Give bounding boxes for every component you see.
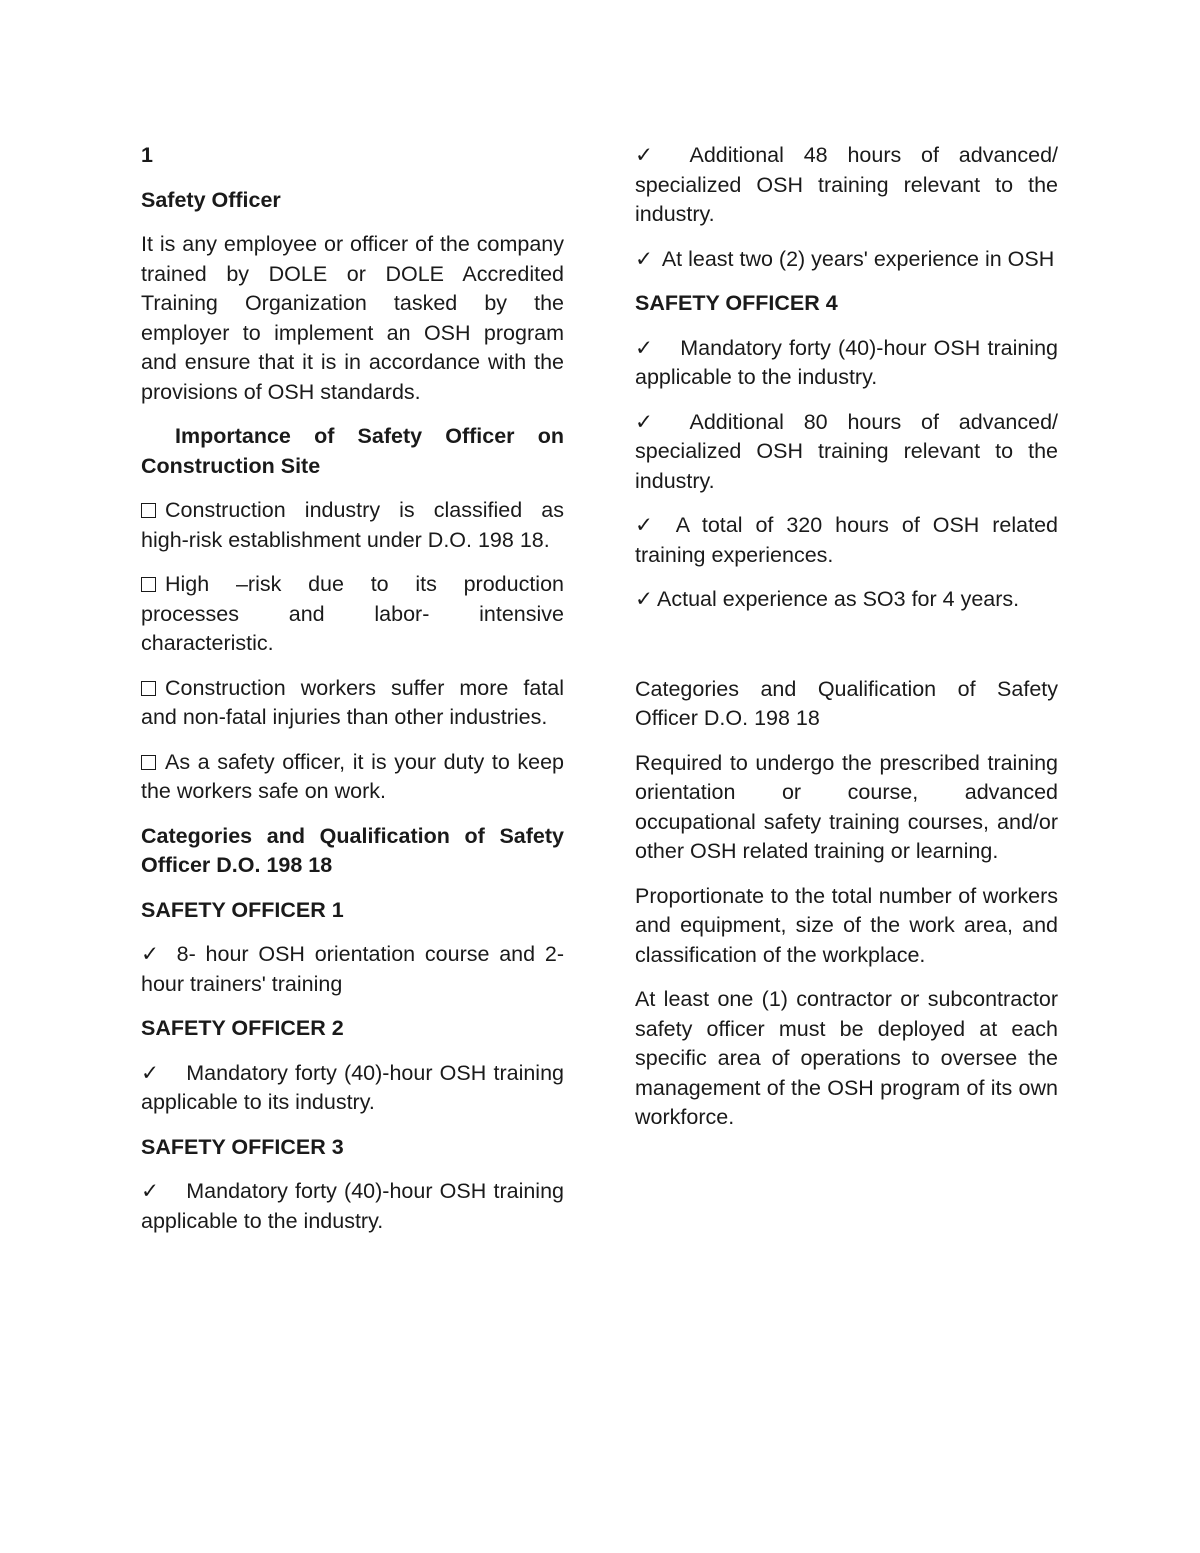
checklist-item xyxy=(635,141,1058,230)
empty-square-icon xyxy=(141,755,156,770)
check-icon: ✓ xyxy=(141,1060,161,1085)
checklist-item xyxy=(635,245,1058,275)
body-paragraph: Proportionate to the total number of workers and equipment, size of the work area, and classification of the workplace. xyxy=(635,883,1058,967)
right-column xyxy=(635,141,1058,1148)
checklist-item xyxy=(141,940,564,999)
empty-square-icon xyxy=(141,681,156,696)
checklist-item xyxy=(635,334,1058,393)
bullet-item xyxy=(141,748,564,807)
checklist-item xyxy=(141,1059,564,1118)
bullet-text: High –risk due to its production processes and labor- intensive characteristic. xyxy=(141,572,564,655)
checklist-text: 8- hour OSH orientation course and 2-hour trainers' training xyxy=(141,942,564,996)
body-paragraph: Required to undergo the prescribed training orientation or course, advanced occupational safety training courses, and/or other OSH related training or learning. xyxy=(635,750,1058,863)
check-icon: ✓ xyxy=(635,587,654,611)
spacer xyxy=(635,630,1058,675)
definition-paragraph: It is any employee or officer of the company trained by DOLE or DOLE Accredited Training Organization tasked by the employer to implement an OSH program and ensure that it is in accordance with the provisions of OSH standards. xyxy=(141,232,564,404)
so1-heading: SAFETY OFFICER 1 xyxy=(141,897,344,922)
check-icon: ✓ xyxy=(635,409,667,434)
check-icon: ✓ xyxy=(635,335,655,360)
so4-heading: SAFETY OFFICER 4 xyxy=(635,291,838,315)
check-icon: ✓ xyxy=(635,143,667,167)
checklist-text: Mandatory forty (40)-hour OSH training applicable to its industry. xyxy=(141,1060,564,1114)
page-number: 1 xyxy=(141,143,153,167)
bullet-item xyxy=(141,570,564,659)
bullet-item xyxy=(141,496,564,555)
check-icon: ✓ xyxy=(141,1179,161,1203)
bullet-text: Construction industry is classified as high-risk establishment under D.O. 198 18. xyxy=(141,498,564,552)
checklist-text: Additional 80 hours of advanced/ specialized OSH training relevant to the industry. xyxy=(635,409,1058,493)
checklist-item xyxy=(635,585,1058,615)
so2-heading: SAFETY OFFICER 2 xyxy=(141,1016,344,1040)
check-icon: ✓ xyxy=(141,942,163,966)
checklist-text: At least two (2) years' experience in OSH xyxy=(661,246,1055,271)
checklist-text: A total of 320 hours of OSH related training experiences. xyxy=(635,513,1059,567)
checklist-text: Mandatory forty (40)-hour OSH training applicable to the industry. xyxy=(141,1179,564,1233)
check-icon: ✓ xyxy=(635,513,660,537)
so3-heading: SAFETY OFFICER 3 xyxy=(141,1134,344,1159)
empty-square-icon xyxy=(141,577,156,592)
empty-square-icon xyxy=(141,503,156,518)
checklist-item xyxy=(635,408,1058,497)
bullet-text: As a safety officer, it is your duty to keep the workers safe on work. xyxy=(141,749,564,803)
checklist-item xyxy=(141,1177,564,1236)
checklist-text: Mandatory forty (40)-hour OSH training applicable to the industry. xyxy=(635,335,1058,389)
checklist-item xyxy=(635,511,1058,570)
checklist-text: Actual experience as SO3 for 4 years. xyxy=(657,587,1020,611)
categories-title: Categories and Qualification of Safety Officer D.O. 198 18 xyxy=(635,676,1058,730)
bullet-text: Construction workers suffer more fatal and non-fatal injuries than other industries. xyxy=(141,675,564,729)
body-paragraph: At least one (1) contractor or subcontractor safety officer must be deployed at each specific area of operations to oversee the management of the OSH program of its own workforce. xyxy=(635,987,1058,1129)
check-icon: ✓ xyxy=(635,246,654,271)
categories-heading: Categories and Qualification of Safety Officer D.O. 198 18 xyxy=(141,823,564,877)
importance-heading: Importance of Safety Officer on Construction Site xyxy=(141,424,564,478)
left-column xyxy=(141,141,564,1251)
section-heading: Safety Officer xyxy=(141,187,281,212)
checklist-text: Additional 48 hours of advanced/ specialized OSH training relevant to the industry. xyxy=(635,143,1058,226)
bullet-item xyxy=(141,674,564,733)
